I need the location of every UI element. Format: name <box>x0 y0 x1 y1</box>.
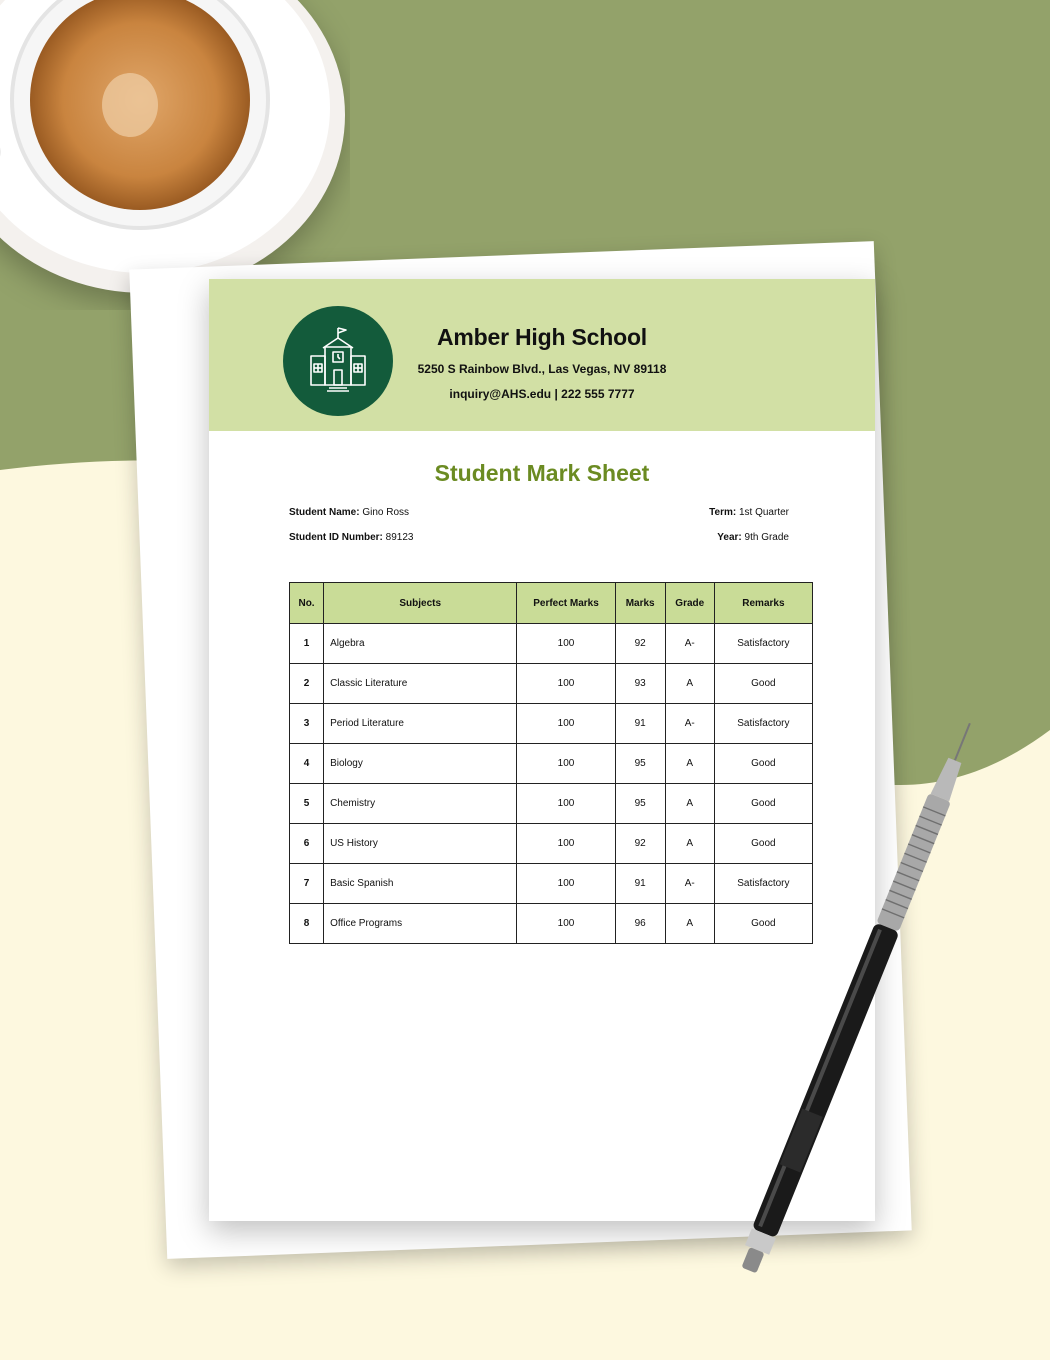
cell-remarks: Satisfactory <box>714 624 812 664</box>
cell-subject: Basic Spanish <box>324 864 517 904</box>
school-name: Amber High School <box>436 324 647 350</box>
cell-marks: 95 <box>615 744 665 784</box>
cell-subject: Office Programs <box>324 904 517 944</box>
term-line <box>709 507 789 518</box>
year-label: Year: <box>717 532 742 543</box>
cell-marks: 96 <box>615 904 665 944</box>
mechanical-pencil-icon <box>700 720 1000 1320</box>
cell-remarks: Good <box>714 744 812 784</box>
cell-marks: 92 <box>615 824 665 864</box>
student-name-line <box>289 507 409 518</box>
school-contact: inquiry@AHS.edu | 222 555 7777 <box>449 387 635 401</box>
document-title: Student Mark Sheet <box>434 460 650 486</box>
cell-perfect-marks: 100 <box>517 824 615 864</box>
cell-marks: 95 <box>615 784 665 824</box>
header-band <box>209 279 875 431</box>
cell-grade: A- <box>665 864 714 904</box>
cell-remarks: Good <box>714 824 812 864</box>
cell-grade: A- <box>665 704 714 744</box>
cell-perfect-marks: 100 <box>517 784 615 824</box>
cell-no: 3 <box>290 704 324 744</box>
cell-perfect-marks: 100 <box>517 704 615 744</box>
cell-perfect-marks: 100 <box>517 904 615 944</box>
cell-subject: Biology <box>324 744 517 784</box>
cell-grade: A <box>665 824 714 864</box>
cell-no: 7 <box>290 864 324 904</box>
cell-marks: 91 <box>615 864 665 904</box>
cell-subject: US History <box>324 824 517 864</box>
header-perfect-marks: Perfect Marks <box>517 583 615 624</box>
header-no: No. <box>290 583 324 624</box>
school-building-icon <box>283 306 393 416</box>
cell-perfect-marks: 100 <box>517 664 615 704</box>
cell-grade: A <box>665 904 714 944</box>
school-logo <box>283 306 393 416</box>
year-value: 9th Grade <box>744 532 789 543</box>
header-marks: Marks <box>615 583 665 624</box>
cell-remarks: Good <box>714 904 812 944</box>
cell-subject: Chemistry <box>324 784 517 824</box>
cell-subject: Algebra <box>324 624 517 664</box>
student-id-value: 89123 <box>385 532 414 543</box>
cell-remarks: Good <box>714 784 812 824</box>
table-row <box>290 624 813 664</box>
cell-subject: Classic Literature <box>324 664 517 704</box>
student-name-label: Student Name: <box>289 507 360 518</box>
cell-grade: A <box>665 784 714 824</box>
cell-no: 6 <box>290 824 324 864</box>
student-id-label: Student ID Number: <box>289 532 383 543</box>
table-row <box>290 664 813 704</box>
term-label: Term: <box>709 507 737 518</box>
cell-no: 8 <box>290 904 324 944</box>
table-header-row <box>290 583 813 624</box>
cell-grade: A <box>665 744 714 784</box>
cell-marks: 92 <box>615 624 665 664</box>
cell-remarks: Good <box>714 664 812 704</box>
cell-grade: A- <box>665 624 714 664</box>
cell-no: 4 <box>290 744 324 784</box>
cell-grade: A <box>665 664 714 704</box>
student-name-value: Gino Ross <box>362 507 410 518</box>
school-address: 5250 S Rainbow Blvd., Las Vegas, NV 89118 <box>417 362 667 376</box>
cell-no: 2 <box>290 664 324 704</box>
header-remarks: Remarks <box>714 583 812 624</box>
year-line <box>717 532 789 543</box>
cell-perfect-marks: 100 <box>517 744 615 784</box>
cell-remarks: Satisfactory <box>714 864 812 904</box>
cell-no: 5 <box>290 784 324 824</box>
cell-perfect-marks: 100 <box>517 864 615 904</box>
cell-no: 1 <box>290 624 324 664</box>
student-id-line <box>289 532 413 543</box>
header-grade: Grade <box>665 583 714 624</box>
cell-subject: Period Literature <box>324 704 517 744</box>
term-value: 1st Quarter <box>738 507 789 518</box>
header-subjects: Subjects <box>324 583 517 624</box>
cell-remarks: Satisfactory <box>714 704 812 744</box>
cell-perfect-marks: 100 <box>517 624 615 664</box>
cell-marks: 91 <box>615 704 665 744</box>
cell-marks: 93 <box>615 664 665 704</box>
